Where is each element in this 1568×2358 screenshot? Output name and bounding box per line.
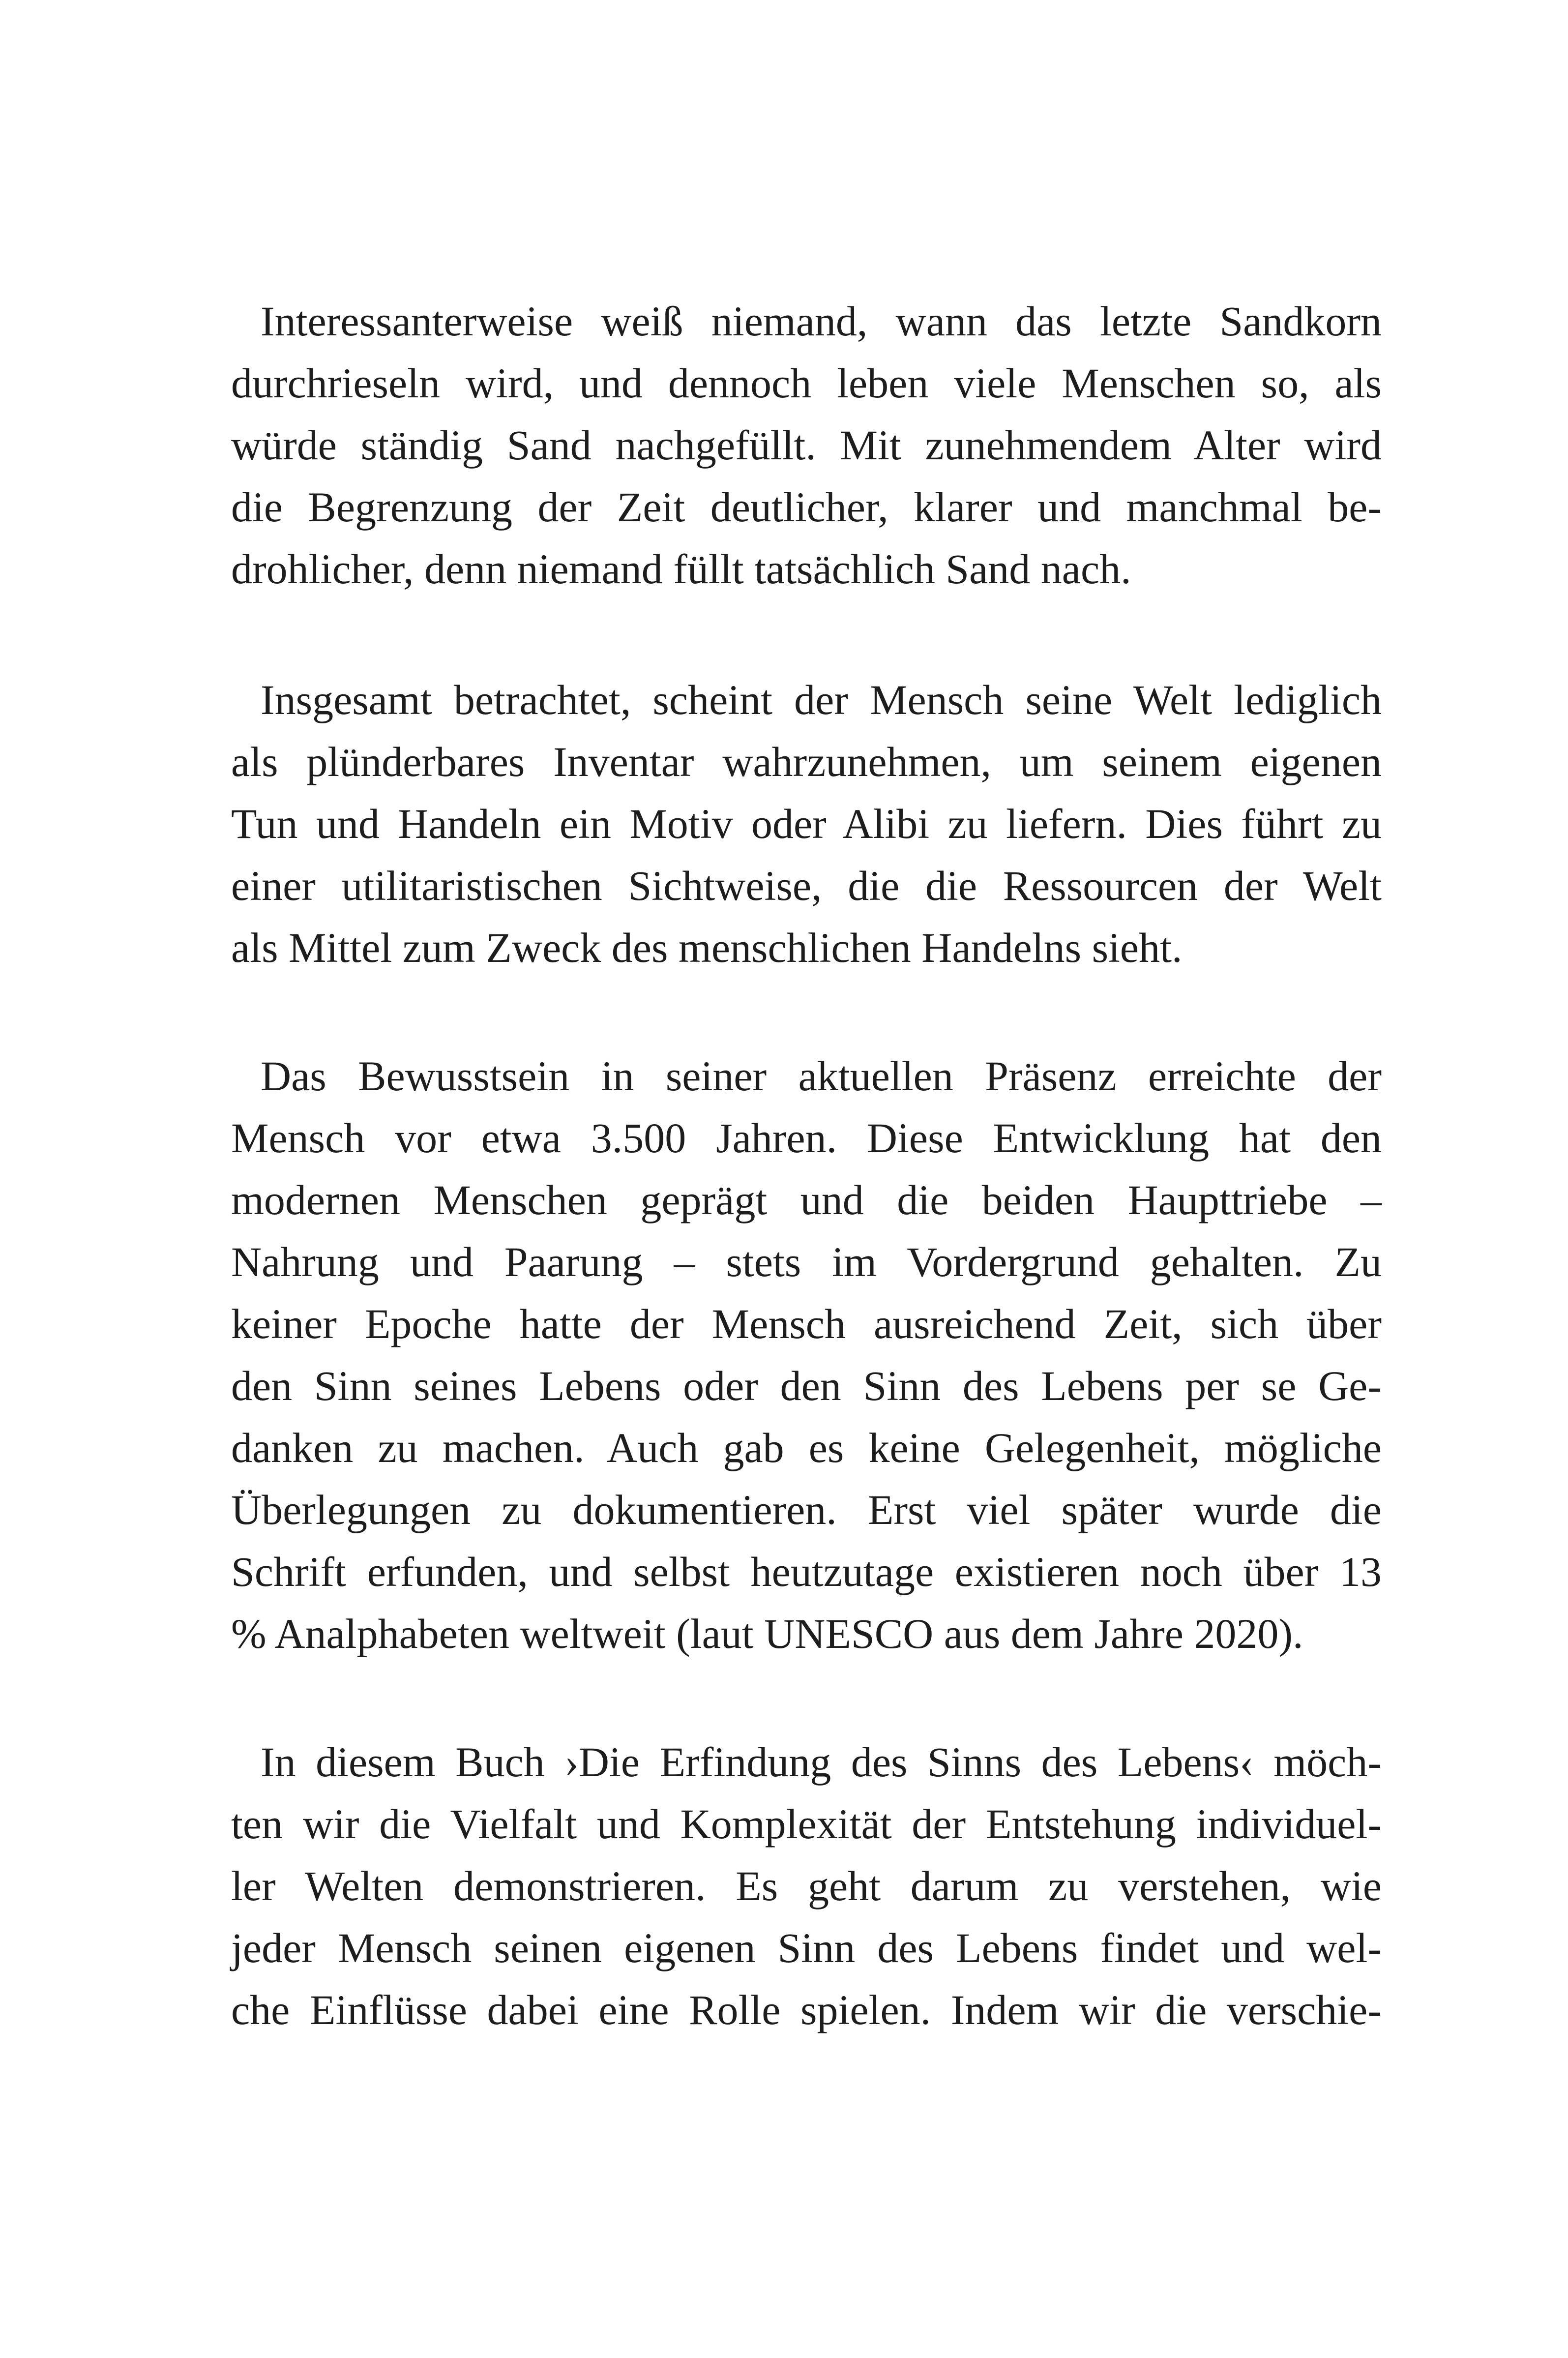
text-line: durchrieseln wird, und dennoch leben viele Menschen so, als	[231, 359, 1382, 407]
text-line: danken zu machen. Auch gab es keine Gelegenheit, mögliche	[231, 1424, 1382, 1471]
text-line: Überlegungen zu dokumentieren. Erst viel später wurde die	[231, 1486, 1382, 1533]
text-line: % Analphabeten weltweit (laut UNESCO aus dem Jahre 2020).	[231, 1610, 1303, 1657]
text-line: Tun und Handeln ein Motiv oder Alibi zu liefern. Dies führt zu	[231, 800, 1382, 847]
text-line: ler Welten demonstrieren. Es geht darum zu verstehen, wie	[231, 1862, 1382, 1910]
text-line: modernen Menschen geprägt und die beiden Haupttriebe –	[231, 1176, 1382, 1224]
text-line: Insgesamt betrachtet, scheint der Mensch seine Welt lediglich	[261, 676, 1382, 723]
text-line: che Einflüsse dabei eine Rolle spielen. Indem wir die verschie-	[231, 1986, 1382, 2033]
text-line: drohlicher, denn niemand füllt tatsächlich Sand nach.	[231, 545, 1131, 593]
text-line: Interessanterweise weiß niemand, wann das letzte Sandkorn	[261, 298, 1382, 345]
text-line: Das Bewusstsein in seiner aktuellen Präsenz erreichte der	[261, 1052, 1382, 1100]
text-line: würde ständig Sand nachgefüllt. Mit zunehmendem Alter wird	[231, 421, 1382, 469]
text-line: als plünderbares Inventar wahrzunehmen, um seinem eigenen	[231, 738, 1382, 785]
text-line: Nahrung und Paarung – stets im Vordergrund gehalten. Zu	[231, 1238, 1382, 1285]
text-line: Mensch vor etwa 3.500 Jahren. Diese Entwicklung hat den	[231, 1114, 1382, 1162]
text-line: einer utilitaristischen Sichtweise, die die Ressourcen der Welt	[231, 862, 1382, 909]
text-line: als Mittel zum Zweck des menschlichen Handelns sieht.	[231, 924, 1183, 971]
text-line: die Begrenzung der Zeit deutlicher, klarer und manchmal be-	[231, 483, 1382, 531]
text-line: In diesem Buch ›Die Erfindung des Sinns des Lebens‹ möch-	[261, 1738, 1382, 1786]
text-line: Schrift erfunden, und selbst heutzutage existieren noch über 13	[231, 1548, 1382, 1595]
text-line: den Sinn seines Lebens oder den Sinn des Lebens per se Ge-	[231, 1362, 1382, 1409]
text-line: ten wir die Vielfalt und Komplexität der Entstehung individuel-	[231, 1800, 1382, 1848]
text-line: jeder Mensch seinen eigenen Sinn des Lebens findet und wel-	[231, 1924, 1382, 1971]
text-line: keiner Epoche hatte der Mensch ausreichend Zeit, sich über	[231, 1300, 1382, 1347]
